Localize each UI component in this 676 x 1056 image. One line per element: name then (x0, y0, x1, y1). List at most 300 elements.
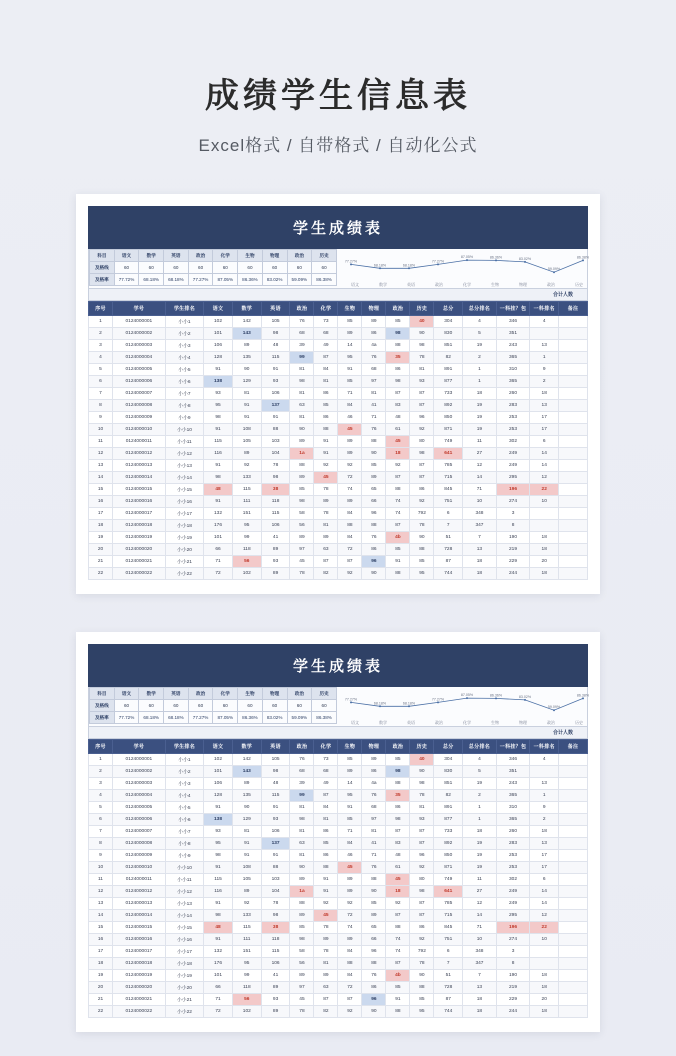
cell-e: 91 (261, 364, 290, 376)
cell-name: 小小21 (165, 556, 203, 568)
cell-p: 76 (290, 754, 314, 766)
table-row (89, 994, 588, 1006)
cell-p: 81 (290, 388, 314, 400)
cell-name: 小小15 (165, 922, 203, 934)
summary-band-1 (88, 249, 588, 289)
cell-p: 88 (290, 460, 314, 472)
cell-h: 90 (410, 328, 434, 340)
table-row (89, 328, 588, 340)
cell-ch: 78 (314, 484, 338, 496)
cell-b: 89 (338, 886, 362, 898)
cell-e: 106 (261, 826, 290, 838)
cell-rank: 19 (463, 862, 497, 874)
cell-e: 106 (261, 958, 290, 970)
cell-single: 249 (496, 886, 530, 898)
cell-pol: 4b (386, 970, 410, 982)
cell-pol: 91 (386, 994, 410, 1006)
cell-ph: 86 (362, 766, 386, 778)
summary-subject: 物理 (262, 688, 287, 700)
cell-e: 48 (261, 778, 290, 790)
cell-no: 18 (89, 520, 113, 532)
cell-h: 92 (410, 934, 434, 946)
summary-table-1 (89, 249, 337, 286)
cell-c: 101 (204, 766, 233, 778)
table-row (89, 520, 588, 532)
cell-ch: 81 (314, 814, 338, 826)
cell-b: 84 (338, 970, 362, 982)
cell-m: 108 (232, 424, 261, 436)
summary-subject: 政治 (188, 688, 213, 700)
cell-e: 91 (261, 802, 290, 814)
cell-ch: 87 (314, 994, 338, 1006)
cell-no: 2 (89, 328, 113, 340)
cell-pol: 88 (386, 1006, 410, 1018)
cell-e: 88 (261, 424, 290, 436)
cell-rank: 7 (463, 970, 497, 982)
cell-b: 84 (338, 400, 362, 412)
summary-row (90, 274, 337, 286)
cell-ph: 88 (362, 520, 386, 532)
cell-m: 91 (232, 412, 261, 424)
cell-name: 小小21 (165, 994, 203, 1006)
summary-row-label: 科目 (90, 250, 115, 262)
cell-note (559, 544, 588, 556)
summary-passrate: 86.36% (238, 274, 263, 286)
column-header: 学生排名 (165, 740, 203, 754)
cell-rank: 18 (463, 556, 497, 568)
cell-no: 19 (89, 970, 113, 982)
cell-name: 小小18 (165, 520, 203, 532)
summary-subject: 历史 (312, 250, 337, 262)
page-subtitle: Excel格式 / 自带格式 / 自动化公式 (198, 136, 478, 155)
cell-total: 871 (434, 424, 463, 436)
cell-single: 249 (496, 898, 530, 910)
cell-ph: 71 (362, 412, 386, 424)
cell-id: 0124000007 (112, 388, 165, 400)
cell-p: 78 (290, 1006, 314, 1018)
cell-pol: 88 (386, 340, 410, 352)
svg-text:77.27%: 77.27% (431, 259, 445, 264)
cell-e: 115 (261, 946, 290, 958)
cell-p: 1a (290, 886, 314, 898)
svg-text:59.09%: 59.09% (547, 267, 561, 272)
cell-e: 105 (261, 754, 290, 766)
table-row (89, 544, 588, 556)
summary-subject: 数学 (139, 250, 164, 262)
table-row (89, 412, 588, 424)
cell-single: 243 (496, 778, 530, 790)
cell-h: 90 (410, 970, 434, 982)
summary-passrate: 87.05% (213, 274, 238, 286)
cell-m: 81 (232, 388, 261, 400)
summary-passline: 60 (287, 700, 312, 712)
cell-m: 89 (232, 340, 261, 352)
cell-b: 85 (338, 754, 362, 766)
cell-pol: 87 (386, 520, 410, 532)
cell-ch: 88 (314, 862, 338, 874)
svg-text:77.27%: 77.27% (344, 697, 358, 702)
cell-total: 749 (434, 874, 463, 886)
table-row (89, 388, 588, 400)
scores-body-1 (89, 316, 588, 580)
cell-c: 102 (204, 316, 233, 328)
cell-srank: 17 (530, 424, 559, 436)
cell-pol: 45 (386, 874, 410, 886)
cell-c: 48 (204, 484, 233, 496)
cell-e: 41 (261, 970, 290, 982)
summary-row (90, 700, 337, 712)
cell-id: 0124000011 (112, 436, 165, 448)
cell-single: 260 (496, 826, 530, 838)
cell-srank: 6 (530, 874, 559, 886)
summary-passrate: 77.27% (188, 712, 213, 724)
cell-ph: 89 (362, 472, 386, 484)
chart-axis-label: 英语 (407, 282, 415, 287)
cell-name: 小小17 (165, 946, 203, 958)
cell-srank: 17 (530, 412, 559, 424)
cell-single: 253 (496, 850, 530, 862)
cell-single: 190 (496, 970, 530, 982)
cell-m: 91 (232, 400, 261, 412)
cell-b: 46 (338, 850, 362, 862)
cell-srank: 12 (530, 472, 559, 484)
cell-note (559, 814, 588, 826)
cell-total: 785 (434, 898, 463, 910)
cell-c: 132 (204, 508, 233, 520)
cell-note (559, 946, 588, 958)
cell-c: 98 (204, 472, 233, 484)
chart-axis-label: 政治 (547, 720, 555, 725)
cell-total: 871 (434, 862, 463, 874)
cell-b: 84 (338, 946, 362, 958)
cell-single: 243 (496, 340, 530, 352)
cell-name: 小小3 (165, 778, 203, 790)
cell-id: 0124000015 (112, 484, 165, 496)
cell-p: 78 (290, 568, 314, 580)
cell-m: 95 (232, 958, 261, 970)
cell-h: 88 (410, 982, 434, 994)
scores-body-2 (89, 754, 588, 1018)
summary-passrate: 83.02% (262, 274, 287, 286)
cell-total: 715 (434, 910, 463, 922)
cell-e: 89 (261, 568, 290, 580)
cell-m: 89 (232, 448, 261, 460)
cell-rank: 71 (463, 484, 497, 496)
cell-b: 92 (338, 898, 362, 910)
cell-c: 72 (204, 568, 233, 580)
cell-p: 1a (290, 448, 314, 460)
cell-note (559, 910, 588, 922)
sheet-card-1 (76, 194, 600, 594)
summary-row-label: 及格率 (90, 274, 115, 286)
summary-passrate: 86.38% (312, 712, 337, 724)
cell-ph: 96 (362, 946, 386, 958)
table-row (89, 424, 588, 436)
cell-c: 128 (204, 352, 233, 364)
column-header: 语文 (204, 302, 233, 316)
cell-single: 229 (496, 556, 530, 568)
cell-ch: 86 (314, 388, 338, 400)
cell-id: 0124000020 (112, 982, 165, 994)
cell-ch: 89 (314, 532, 338, 544)
cell-id: 0124000001 (112, 316, 165, 328)
cell-name: 小小5 (165, 364, 203, 376)
cell-e: 91 (261, 850, 290, 862)
cell-e: 38 (261, 484, 290, 496)
cell-c: 132 (204, 946, 233, 958)
cell-id: 0124000017 (112, 946, 165, 958)
cell-ch: 49 (314, 340, 338, 352)
cell-b: 91 (338, 802, 362, 814)
cell-id: 0124000005 (112, 802, 165, 814)
cell-note (559, 424, 588, 436)
cell-pol: 4b (386, 532, 410, 544)
cell-rank: 1 (463, 364, 497, 376)
cell-b: 89 (338, 766, 362, 778)
cell-m: 102 (232, 568, 261, 580)
pass-rate-chart-1 (337, 249, 597, 288)
summary-passrate: 59.09% (287, 712, 312, 724)
cell-pol: 92 (386, 460, 410, 472)
cell-ph: 65 (362, 922, 386, 934)
cell-single: 219 (496, 982, 530, 994)
cell-note (559, 484, 588, 496)
cell-srank: 14 (530, 448, 559, 460)
cell-srank: 18 (530, 970, 559, 982)
cell-p: 89 (290, 910, 314, 922)
cell-ph: 81 (362, 388, 386, 400)
cell-id: 0124000009 (112, 850, 165, 862)
cell-total: 850 (434, 412, 463, 424)
table-row (89, 400, 588, 412)
cell-e: 137 (261, 400, 290, 412)
cell-ph: 4a (362, 778, 386, 790)
cell-pol: 83 (386, 400, 410, 412)
column-header: 物理 (362, 740, 386, 754)
cell-rank: 12 (463, 898, 497, 910)
summary-subject: 数学 (139, 688, 164, 700)
cell-no: 7 (89, 388, 113, 400)
cell-h: 40 (410, 316, 434, 328)
cell-srank: 17 (530, 862, 559, 874)
table-row (89, 1006, 588, 1018)
cell-p: 85 (290, 922, 314, 934)
cell-ph: 97 (362, 376, 386, 388)
summary-passline: 60 (164, 262, 189, 274)
cell-m: 142 (232, 316, 261, 328)
cell-no: 13 (89, 898, 113, 910)
cell-rank: 4 (463, 754, 497, 766)
chart-axis-label: 语文 (351, 282, 359, 287)
summary-subject: 政治 (287, 250, 312, 262)
cell-name: 小小8 (165, 838, 203, 850)
cell-b: 89 (338, 436, 362, 448)
cell-m: 143 (232, 766, 261, 778)
table-row (89, 340, 588, 352)
cell-h: 96 (410, 850, 434, 862)
cell-b: 89 (338, 496, 362, 508)
cell-ch: 85 (314, 400, 338, 412)
cell-id: 0124000009 (112, 412, 165, 424)
cell-c: 176 (204, 520, 233, 532)
cell-no: 13 (89, 460, 113, 472)
cell-pol: 87 (386, 910, 410, 922)
cell-total: 851 (434, 340, 463, 352)
cell-total: 749 (434, 436, 463, 448)
cell-rank: 11 (463, 874, 497, 886)
pass-rate-line (341, 251, 593, 281)
cell-ph: 85 (362, 460, 386, 472)
cell-total: 304 (434, 316, 463, 328)
summary-row (90, 712, 337, 724)
cell-ph: 68 (362, 364, 386, 376)
cell-srank: 13 (530, 838, 559, 850)
cell-single: 346 (496, 754, 530, 766)
cell-id: 0124000017 (112, 508, 165, 520)
cell-id: 0124000001 (112, 754, 165, 766)
summary-passrate: 68.18% (139, 274, 164, 286)
cell-note (559, 790, 588, 802)
cell-ch: 81 (314, 520, 338, 532)
cell-single: 196 (496, 922, 530, 934)
cell-e: 98 (261, 328, 290, 340)
cell-single: 274 (496, 934, 530, 946)
cell-p: 98 (290, 496, 314, 508)
cell-rank: 10 (463, 934, 497, 946)
cell-m: 143 (232, 328, 261, 340)
cell-srank: 18 (530, 982, 559, 994)
cell-srank: 17 (530, 850, 559, 862)
column-header: 政治 (386, 740, 410, 754)
table-row (89, 934, 588, 946)
cell-h: 87 (410, 910, 434, 922)
column-header: 英语 (261, 740, 290, 754)
cell-b: 92 (338, 460, 362, 472)
table-row (89, 982, 588, 994)
column-header: 历史 (410, 302, 434, 316)
cell-e: 93 (261, 376, 290, 388)
cell-ph: 88 (362, 436, 386, 448)
summary-passrate: 68.18% (164, 274, 189, 286)
cell-id: 0124000010 (112, 862, 165, 874)
cell-b: 91 (338, 364, 362, 376)
cell-b: 88 (338, 520, 362, 532)
cell-id: 0124000022 (112, 568, 165, 580)
cell-e: 115 (261, 352, 290, 364)
cell-total: 744 (434, 1006, 463, 1018)
table-row (89, 532, 588, 544)
cell-e: 98 (261, 472, 290, 484)
summary-row-label: 及格线 (90, 262, 115, 274)
svg-text:68.18%: 68.18% (373, 701, 387, 706)
cell-no: 4 (89, 790, 113, 802)
cell-srank: 4 (530, 754, 559, 766)
cell-m: 99 (232, 970, 261, 982)
cell-ph: 86 (362, 982, 386, 994)
cell-note (559, 874, 588, 886)
cell-rank: 18 (463, 1006, 497, 1018)
cell-ph: 4a (362, 340, 386, 352)
cell-srank: 22 (530, 484, 559, 496)
cell-m: 142 (232, 754, 261, 766)
cell-b: 89 (338, 328, 362, 340)
cell-b: 14 (338, 340, 362, 352)
cell-single: 295 (496, 472, 530, 484)
cell-no: 5 (89, 364, 113, 376)
column-header: 备注 (559, 302, 588, 316)
cell-e: 106 (261, 520, 290, 532)
cell-b: 85 (338, 376, 362, 388)
cell-rank: 18 (463, 388, 497, 400)
cell-e: 89 (261, 544, 290, 556)
cell-pol: 35 (386, 352, 410, 364)
cell-name: 小小9 (165, 412, 203, 424)
cell-h: 98 (410, 886, 434, 898)
cell-p: 81 (290, 826, 314, 838)
cell-ph: 68 (362, 802, 386, 814)
cell-name: 小小12 (165, 886, 203, 898)
summary-passline: 60 (188, 262, 213, 274)
cell-c: 106 (204, 340, 233, 352)
cell-c: 98 (204, 910, 233, 922)
cell-ph: 76 (362, 532, 386, 544)
cell-total: 785 (434, 460, 463, 472)
cell-single: 283 (496, 838, 530, 850)
cell-name: 小小2 (165, 766, 203, 778)
cell-rank: 347 (463, 958, 497, 970)
cell-m: 90 (232, 364, 261, 376)
count-bar-1: 合计人数 (88, 289, 588, 301)
cell-rank: 1 (463, 814, 497, 826)
cell-srank: 14 (530, 886, 559, 898)
cell-total: 891 (434, 364, 463, 376)
cell-b: 72 (338, 910, 362, 922)
cell-h: 85 (410, 556, 434, 568)
cell-h: 93 (410, 814, 434, 826)
cell-b: 45 (338, 862, 362, 874)
cell-total: 728 (434, 982, 463, 994)
cell-total: 7 (434, 958, 463, 970)
cell-single: 295 (496, 910, 530, 922)
cell-single: 8 (496, 958, 530, 970)
cell-e: 78 (261, 898, 290, 910)
summary-row-label: 及格率 (90, 712, 115, 724)
cell-h: 81 (410, 364, 434, 376)
cell-srank: 9 (530, 364, 559, 376)
summary-body-1 (90, 250, 337, 286)
column-header: 备注 (559, 740, 588, 754)
cell-note (559, 520, 588, 532)
cell-single: 190 (496, 532, 530, 544)
cell-b: 74 (338, 922, 362, 934)
cell-note (559, 448, 588, 460)
cell-total: 744 (434, 568, 463, 580)
cell-p: 90 (290, 862, 314, 874)
cell-ph: 66 (362, 934, 386, 946)
cell-srank: 22 (530, 922, 559, 934)
cell-rank: 19 (463, 400, 497, 412)
cell-single: 253 (496, 412, 530, 424)
cell-total: 51 (434, 970, 463, 982)
cell-pol: 86 (386, 364, 410, 376)
table-row (89, 958, 588, 970)
cell-p: 58 (290, 508, 314, 520)
column-header: 生物 (338, 740, 362, 754)
cell-e: 78 (261, 460, 290, 472)
cell-ph: 89 (362, 754, 386, 766)
cell-name: 小小22 (165, 1006, 203, 1018)
cell-h: 87 (410, 472, 434, 484)
